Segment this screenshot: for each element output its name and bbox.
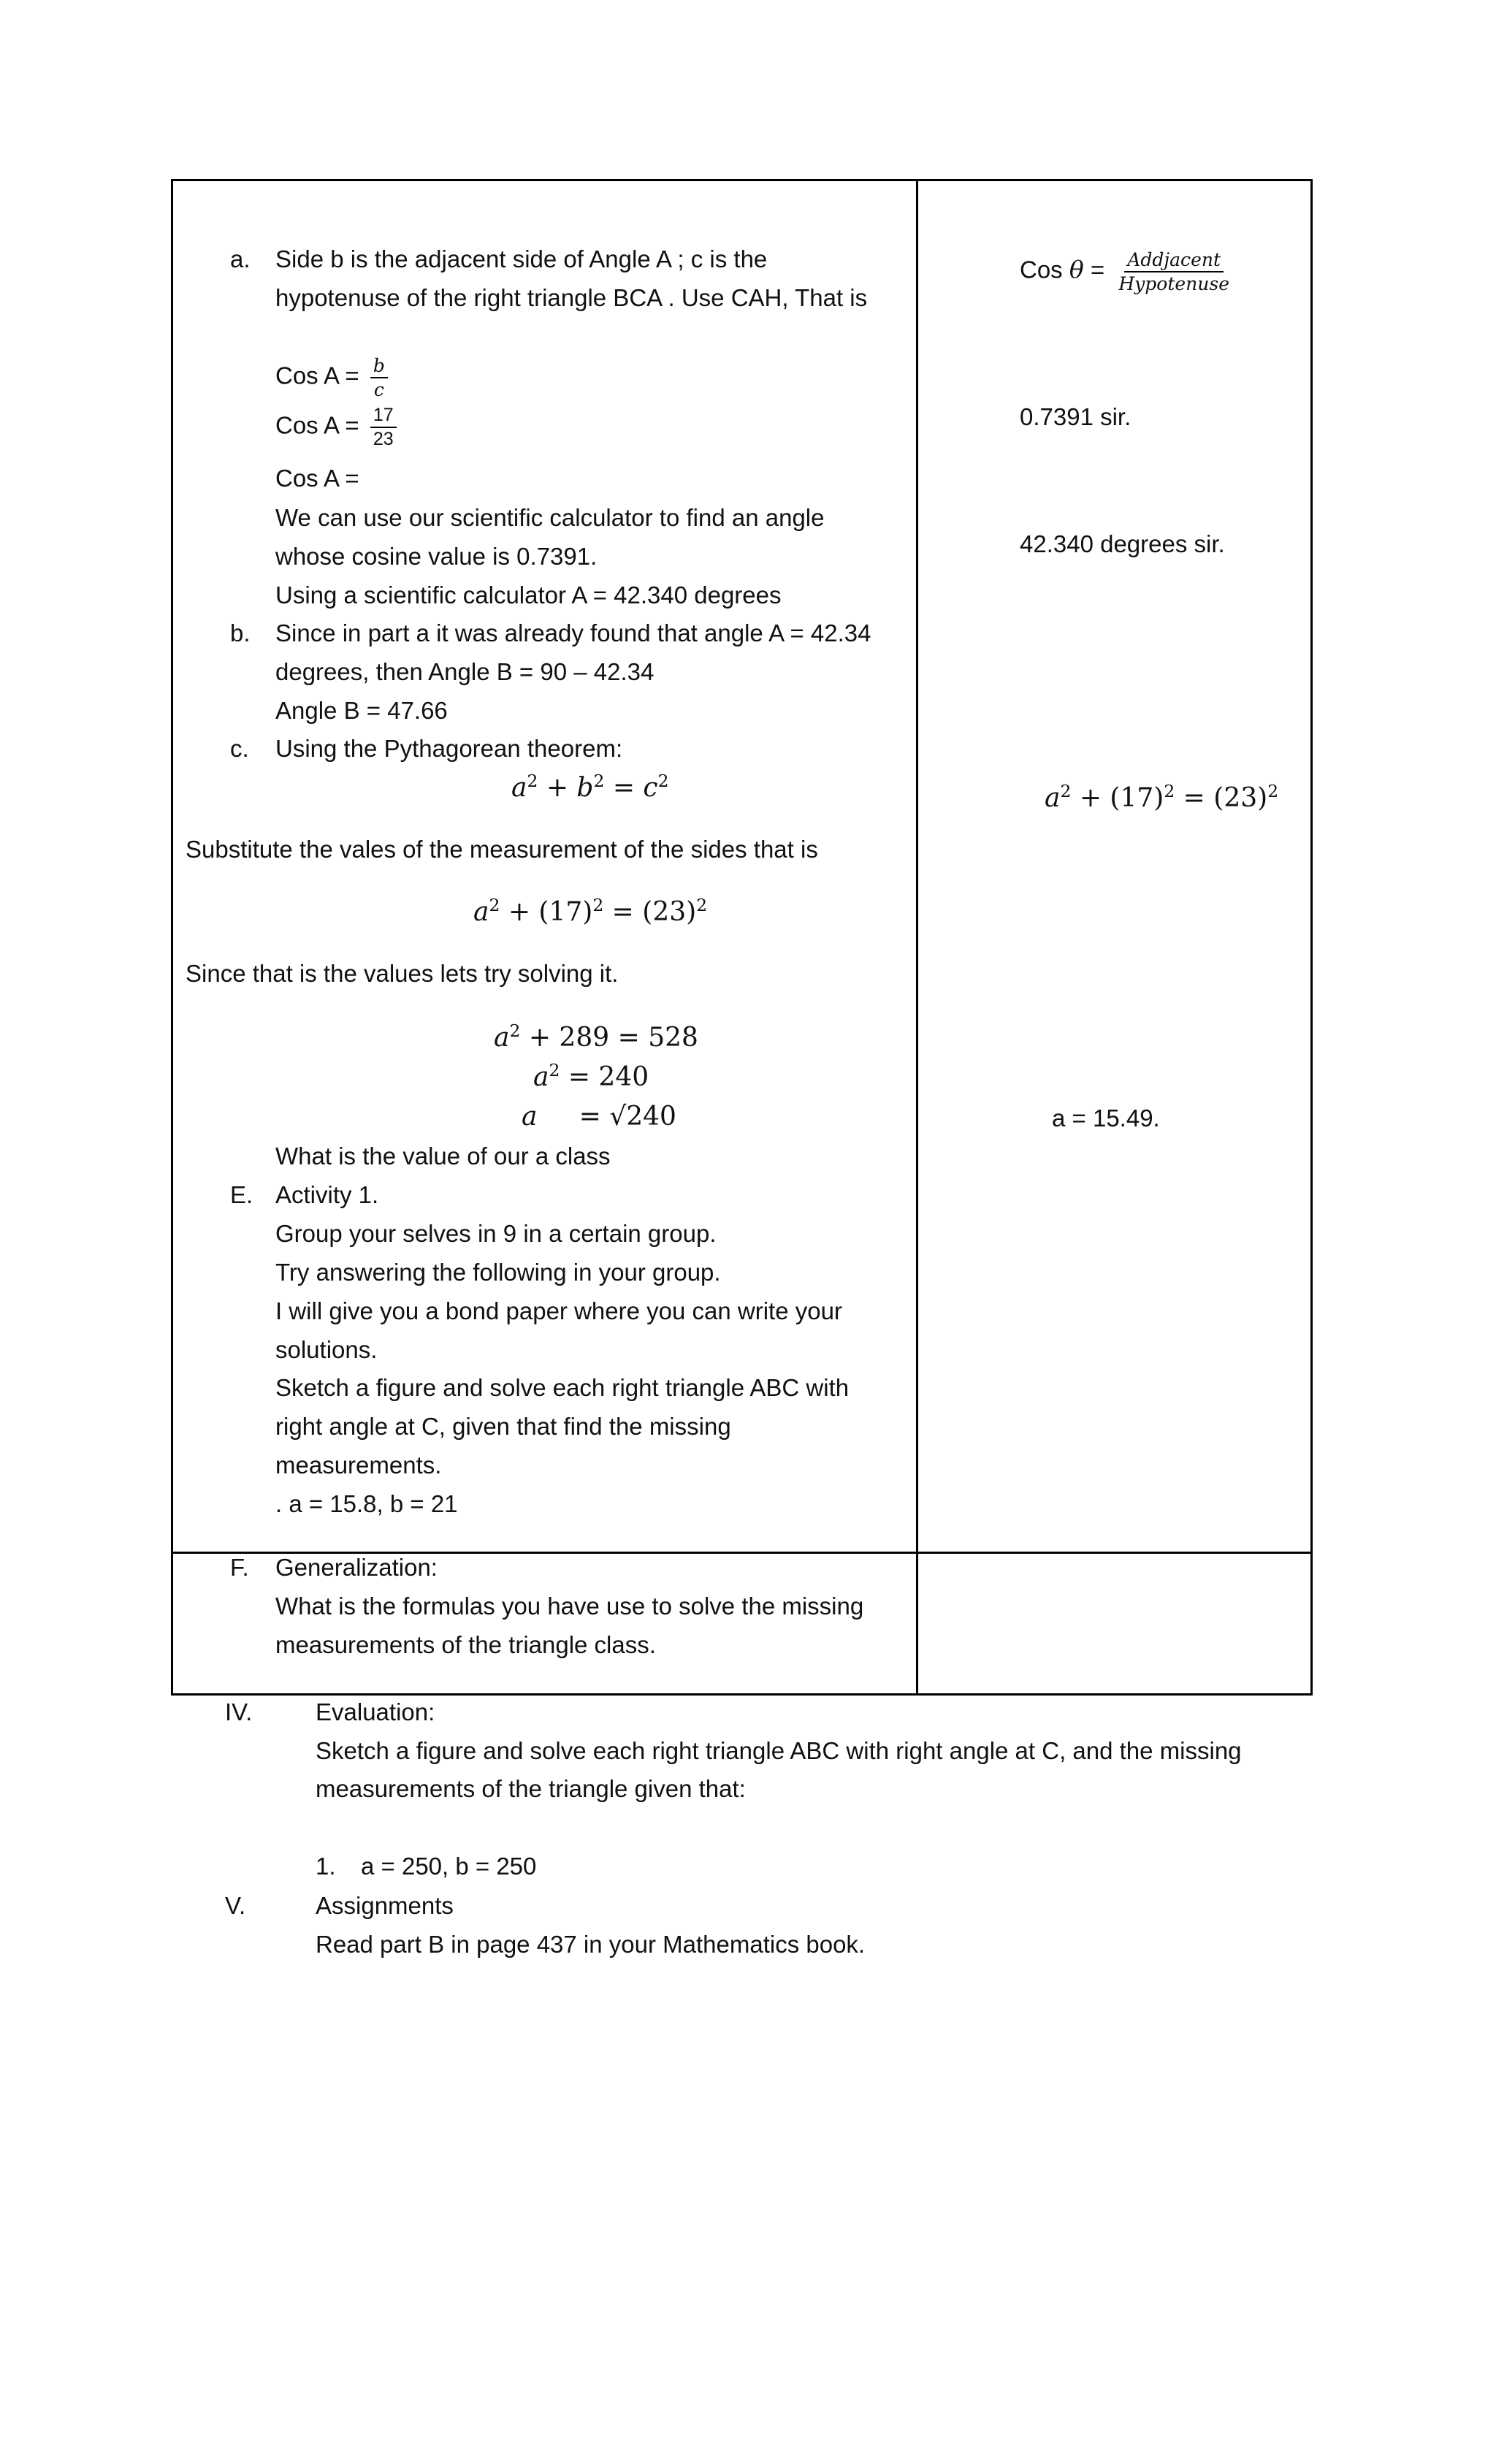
marker-a: a. <box>230 245 251 272</box>
table-border-left <box>171 179 173 1696</box>
marker-f: F. <box>230 1554 249 1581</box>
evaluation-item-number: 1. <box>316 1853 336 1880</box>
evaluation-item: a = 250, b = 250 <box>361 1853 537 1880</box>
evaluation-line2: measurements of the triangle given that: <box>316 1775 746 1802</box>
marker-e: E. <box>230 1181 253 1208</box>
table-border-right <box>1310 179 1313 1696</box>
generalization-title: Generalization: <box>275 1554 438 1581</box>
calc-line3: Using a scientific calculator A = 42.340 degrees <box>275 581 782 609</box>
assignments-title: Assignments <box>316 1892 454 1919</box>
cos-theta-formula: Cos θ = $\frac{\text{Addjacent}}{\text{Hypotenuse}}$ <box>1020 251 1232 293</box>
evaluation-line1: Sketch a figure and solve each right triangle ABC with right angle at C, and the missing <box>316 1737 1242 1764</box>
answer-angle-degrees: 42.340 degrees sir. <box>1020 530 1225 557</box>
part-b-line3: Angle B = 47.66 <box>275 697 448 724</box>
answer-equation: $a^2 + (17)^2 = (23)^2$ <box>1045 781 1279 813</box>
fraction-numerator-b: b <box>370 356 388 378</box>
calc-line1: We can use our scientific calculator to find an angle <box>275 504 825 531</box>
cos-a-label: Cos A = <box>275 411 359 439</box>
assignments-line1: Read part B in page 437 in your Mathematics book. <box>316 1931 866 1958</box>
question-text: What is the value of our a class <box>275 1143 611 1170</box>
since-text: Since that is the values lets try solving it. <box>186 960 619 987</box>
part-b-line2: degrees, then Angle B = 90 – 42.34 <box>275 658 654 685</box>
table-column-divider <box>916 179 918 1696</box>
cos-a-fraction-bc <box>275 356 388 399</box>
generalization-line2: What is the formulas you have use to solve the missing <box>275 1593 864 1620</box>
marker-iv: IV. <box>225 1698 253 1725</box>
activity-title: Activity 1. <box>275 1181 379 1208</box>
activity-line8: measurements. <box>275 1452 442 1479</box>
part-b-line1: Since in part a it was already found that angle A = 42.34 <box>275 619 871 646</box>
solve-step2: $a^2 = 240$ <box>533 1060 649 1092</box>
table-border-bottom <box>171 1693 1313 1696</box>
activity-line5: solutions. <box>275 1336 378 1363</box>
fraction-numerator-17: 17 <box>370 406 397 428</box>
substituted-equation: $a^2 + (17)^2 = (23)^2$ <box>473 895 708 927</box>
solve-step3: a = √240 <box>522 1102 676 1132</box>
table-border-top <box>171 179 1313 181</box>
pythagorean-equation: $a^2 + b^2 = c^2$ <box>511 771 669 803</box>
cos-a-label: Cos A = <box>275 362 359 389</box>
fraction-denominator-c: c <box>373 379 384 400</box>
calc-line2: whose cosine value is 0.7391. <box>275 543 598 570</box>
marker-b: b. <box>230 619 251 646</box>
marker-v: V. <box>225 1892 246 1919</box>
fraction-numerator-adjacent: Addjacent <box>1124 251 1224 272</box>
part-c-line1: Using the Pythagorean theorem: <box>275 735 623 762</box>
generalization-line3: measurements of the triangle class. <box>275 1631 656 1658</box>
cos-a-fraction-17-23 <box>275 406 397 449</box>
substitute-text: Substitute the vales of the measurement of the sides that is <box>186 836 818 863</box>
activity-line6: Sketch a figure and solve each right triangle ABC with <box>275 1374 850 1401</box>
solve-step1: $a^2 + 289 = 528$ <box>494 1021 698 1053</box>
fraction-denominator-hypotenuse: Hypotenuse <box>1118 273 1230 294</box>
activity-line3: Try answering the following in your group. <box>275 1259 721 1286</box>
answer-cosine-value: 0.7391 sir. <box>1020 403 1131 430</box>
evaluation-title: Evaluation: <box>316 1698 435 1725</box>
answer-a-value: a = 15.49. <box>1052 1105 1160 1132</box>
part-a-line2: hypotenuse of the right triangle BCA . Use CAH, That is <box>275 284 868 311</box>
fraction-denominator-23: 23 <box>373 429 394 449</box>
part-a-line1: Side b is the adjacent side of Angle A ; c is the <box>275 245 768 272</box>
cos-a-empty: Cos A = <box>275 465 359 492</box>
marker-c: c. <box>230 735 249 762</box>
activity-line7: right angle at C, given that find the missing <box>275 1413 731 1440</box>
activity-line2: Group your selves in 9 in a certain group. <box>275 1220 717 1247</box>
activity-line9: . a = 15.8, b = 21 <box>275 1490 458 1517</box>
activity-line4: I will give you a bond paper where you can write your <box>275 1297 842 1324</box>
